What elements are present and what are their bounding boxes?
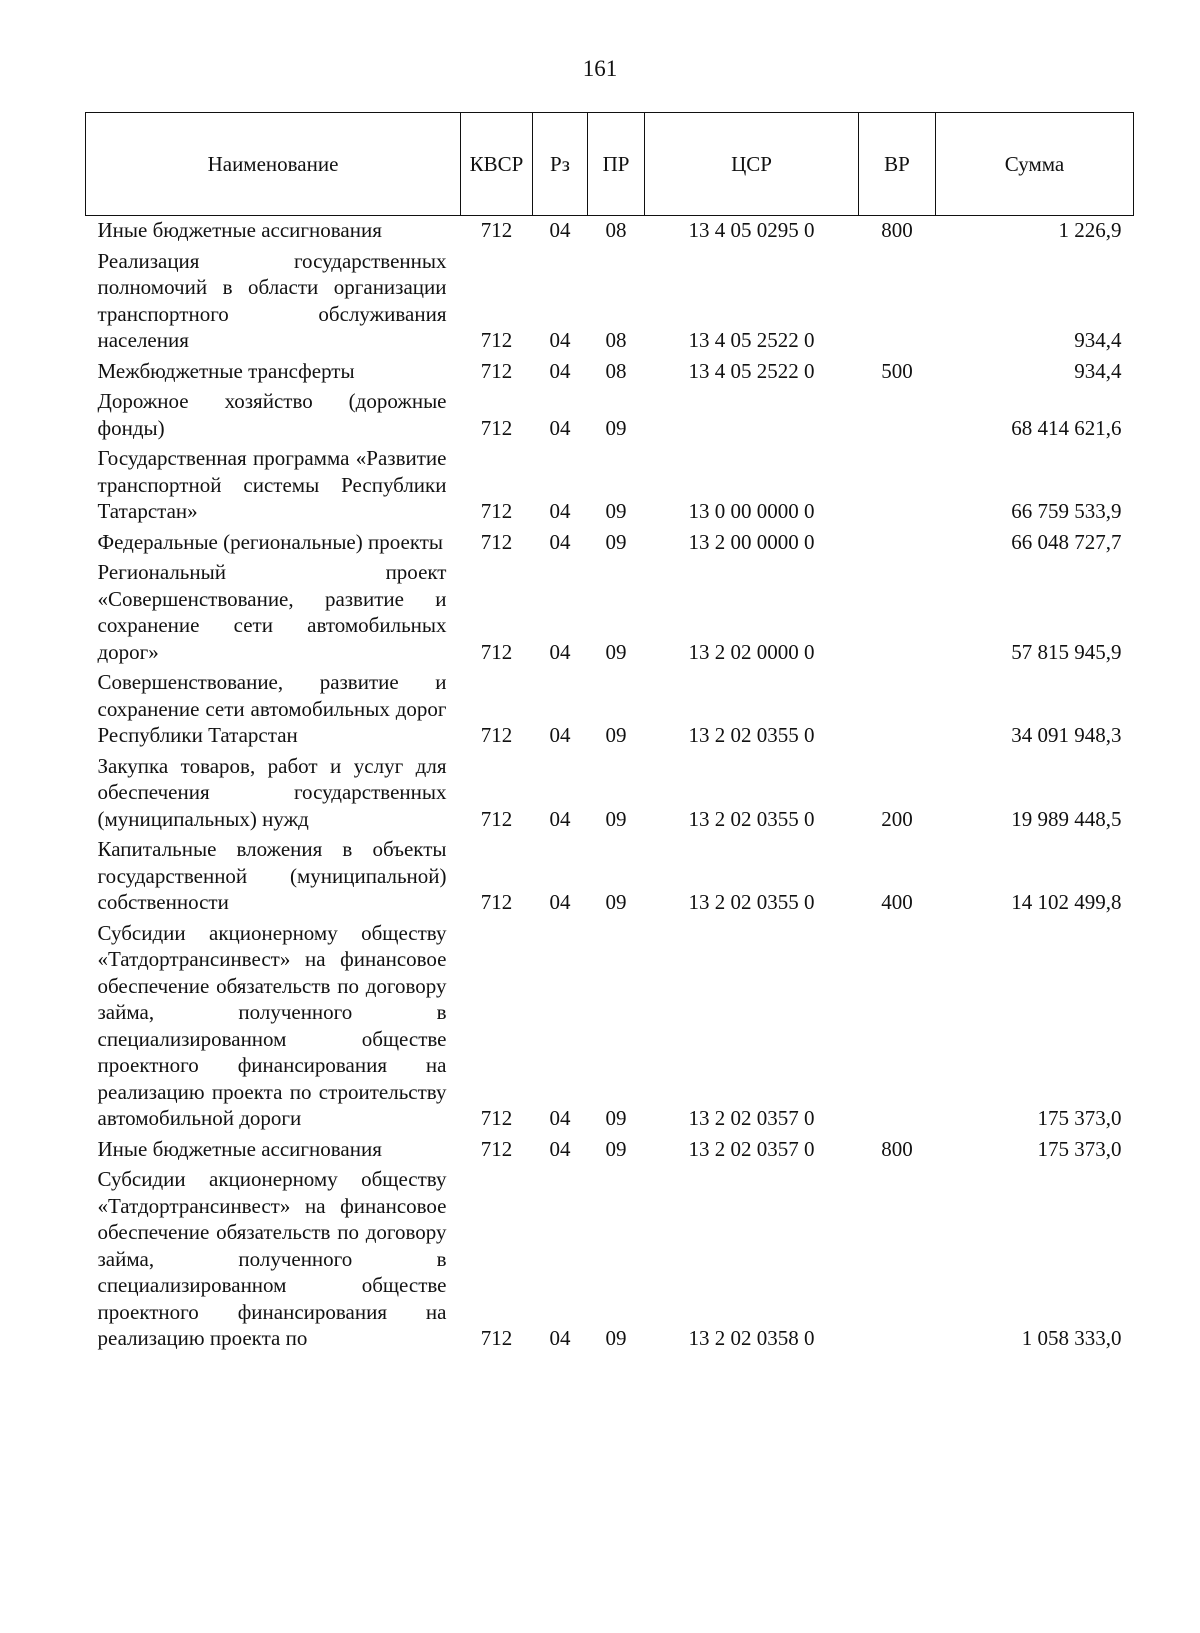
cell-csr: 13 4 05 2522 0: [688, 358, 815, 383]
cell-pr: 09: [605, 806, 627, 831]
cell-name: Субсидии акционерному обществу «Татдортрансинвест» на финансовое обеспечение обязательств по договору займа, полученного в специализированном обществе проектного финансирования на реализацию проекта по строительству автомобильной дороги: [97, 920, 447, 1130]
cell-csr: 13 0 00 0000 0: [688, 499, 815, 523]
cell-csr: [645, 387, 859, 444]
cell-rz: 04: [549, 1106, 571, 1130]
cell-vr: 400: [881, 890, 913, 914]
cell-vr: [859, 528, 936, 559]
cell-kvsr: 712: [480, 890, 513, 914]
table-row: [86, 752, 1134, 836]
table-row: [86, 357, 1134, 388]
cell-csr: 13 2 02 0357 0: [688, 1136, 815, 1161]
header-name: Наименование: [86, 113, 461, 216]
cell-name: Совершенствование, развитие и сохранение сети автомобильных дорог Республики Татарстан: [97, 670, 447, 747]
header-row: [86, 113, 1134, 216]
table-row: [86, 247, 1134, 357]
cell-rz: 04: [549, 639, 571, 664]
cell-sum: 175 373,0: [1037, 1106, 1122, 1130]
cell-pr: 09: [605, 529, 627, 554]
cell-kvsr: 712: [480, 1106, 513, 1130]
cell-name: Государственная программа «Развитие транспортной системы Республики Татарстан»: [97, 446, 447, 523]
cell-name: Региональный проект «Совершенствование, развитие и сохранение сети автомобильных дорог»: [97, 560, 447, 664]
cell-vr: [859, 558, 936, 668]
cell-sum: 66 048 727,7: [1011, 529, 1122, 554]
cell-sum: 34 091 948,3: [1011, 723, 1122, 747]
header-pr: ПР: [588, 113, 645, 216]
cell-pr: 08: [605, 358, 627, 383]
cell-rz: 04: [549, 415, 571, 440]
table-row: [86, 919, 1134, 1135]
cell-sum: 19 989 448,5: [1011, 806, 1122, 831]
cell-kvsr: 712: [480, 499, 513, 523]
cell-csr: 13 2 00 0000 0: [688, 529, 815, 554]
table-header: [86, 113, 1134, 216]
cell-csr: 13 2 02 0000 0: [688, 639, 815, 664]
cell-name: Иные бюджетные ассигнования: [97, 1136, 382, 1161]
cell-csr: 13 2 02 0357 0: [688, 1106, 815, 1130]
cell-name: Закупка товаров, работ и услуг для обеспечения государственных (муниципальных) нужд: [97, 753, 447, 831]
cell-rz: 04: [549, 218, 571, 242]
cell-kvsr: 712: [480, 415, 513, 440]
cell-pr: 09: [605, 890, 627, 914]
cell-name: Межбюджетные трансферты: [97, 358, 355, 383]
page-number: 161: [582, 56, 618, 81]
cell-sum: 934,4: [1074, 358, 1122, 383]
cell-csr: 13 2 02 0355 0: [688, 806, 815, 831]
table-row: [86, 528, 1134, 559]
cell-rz: 04: [549, 890, 571, 914]
cell-sum: 175 373,0: [1037, 1136, 1122, 1161]
cell-csr: 13 2 02 0355 0: [688, 723, 815, 747]
cell-vr: 200: [881, 806, 913, 831]
cell-kvsr: 712: [480, 1326, 513, 1350]
cell-rz: 04: [549, 1326, 571, 1350]
cell-sum: 57 815 945,9: [1011, 639, 1122, 664]
cell-rz: 04: [549, 328, 571, 352]
cell-pr: 08: [605, 218, 627, 242]
table-row: [86, 1165, 1134, 1355]
cell-sum: 14 102 499,8: [1011, 890, 1122, 914]
cell-kvsr: 712: [480, 529, 513, 554]
cell-vr: 500: [881, 358, 913, 383]
header-sum: Сумма: [936, 113, 1134, 216]
cell-kvsr: 712: [480, 328, 513, 352]
cell-sum: 68 414 621,6: [1011, 415, 1122, 440]
cell-rz: 04: [549, 1136, 571, 1161]
cell-csr: 13 2 02 0355 0: [688, 890, 815, 914]
header-csr: ЦСР: [645, 113, 859, 216]
table-row: [86, 444, 1134, 528]
table-row: [86, 668, 1134, 752]
cell-pr: 09: [605, 723, 627, 747]
table-body: [86, 216, 1134, 1355]
header-rz: Рз: [533, 113, 588, 216]
cell-rz: 04: [549, 806, 571, 831]
budget-table: [85, 112, 1134, 1355]
cell-kvsr: 712: [480, 723, 513, 747]
cell-vr: [859, 1165, 936, 1355]
cell-name: Субсидии акционерному обществу «Татдортрансинвест» на финансовое обеспечение обязательств по договору займа, полученного в специализированном обществе проектного финансирования на реализацию проекта по: [97, 1167, 447, 1350]
table-row: [86, 558, 1134, 668]
cell-kvsr: 712: [480, 358, 513, 383]
cell-pr: 09: [605, 1106, 627, 1130]
cell-pr: 09: [605, 415, 627, 440]
cell-vr: [859, 387, 936, 444]
cell-kvsr: 712: [480, 806, 513, 831]
cell-pr: 09: [605, 1326, 627, 1350]
header-kvsr: КВСР: [461, 113, 533, 216]
cell-sum: 66 759 533,9: [1011, 499, 1122, 523]
cell-csr: 13 4 05 2522 0: [688, 328, 815, 352]
cell-kvsr: 712: [480, 1136, 513, 1161]
cell-sum: 934,4: [1074, 328, 1122, 352]
cell-kvsr: 712: [480, 639, 513, 664]
cell-vr: 800: [881, 218, 913, 242]
cell-rz: 04: [549, 529, 571, 554]
cell-name: Реализация государственных полномочий в области организации транспортного обслуживания населения: [97, 248, 447, 352]
table-row: [86, 1135, 1134, 1166]
cell-vr: [859, 668, 936, 752]
cell-pr: 09: [605, 639, 627, 664]
cell-csr: 13 4 05 0295 0: [688, 218, 815, 242]
cell-pr: 09: [605, 499, 627, 523]
table-row: [86, 387, 1134, 444]
cell-vr: [859, 919, 936, 1135]
cell-name: Дорожное хозяйство (дорожные фонды): [97, 389, 447, 440]
cell-rz: 04: [549, 358, 571, 383]
cell-rz: 04: [549, 499, 571, 523]
cell-vr: [859, 444, 936, 528]
cell-vr: [859, 247, 936, 357]
cell-kvsr: 712: [480, 218, 513, 242]
cell-csr: 13 2 02 0358 0: [688, 1326, 815, 1350]
cell-sum: 1 226,9: [1058, 218, 1122, 242]
table-row: [86, 216, 1134, 247]
cell-pr: 09: [605, 1136, 627, 1161]
cell-name: Федеральные (региональные) проекты: [97, 529, 444, 554]
table-row: [86, 835, 1134, 919]
cell-name: Капитальные вложения в объекты государственной (муниципальной) собственности: [97, 837, 447, 914]
header-vr: ВР: [859, 113, 936, 216]
cell-rz: 04: [549, 723, 571, 747]
cell-sum: 1 058 333,0: [1021, 1326, 1122, 1350]
cell-name: Иные бюджетные ассигнования: [97, 218, 382, 242]
cell-pr: 08: [605, 328, 627, 352]
cell-vr: 800: [881, 1136, 913, 1161]
